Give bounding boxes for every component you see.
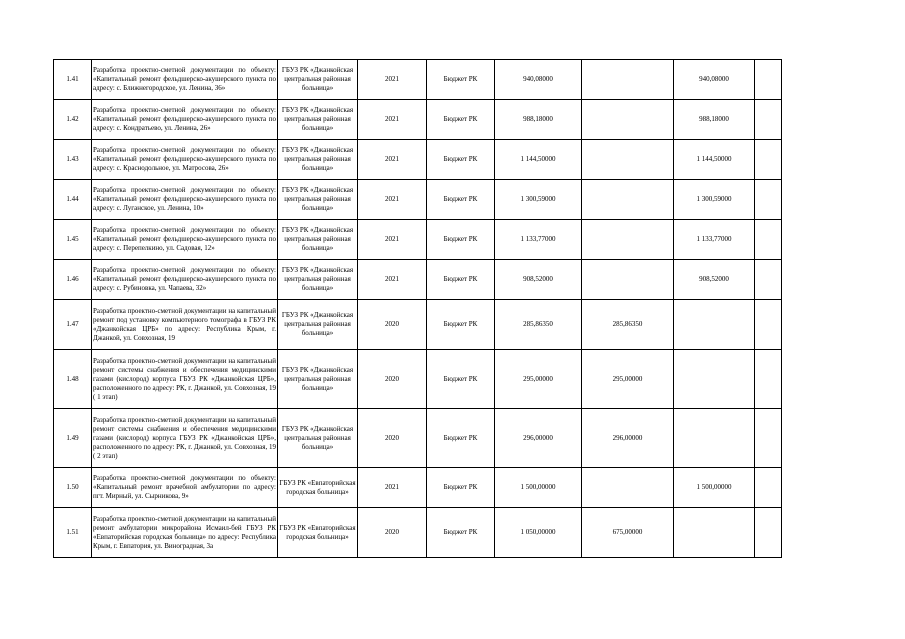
row-total-amount: 940,08000 xyxy=(495,60,582,100)
row-amount-2021: 940,08000 xyxy=(674,60,755,100)
row-funding-source: Бюджет РК xyxy=(427,100,495,140)
row-organization: ГБУЗ РК «Джанкойская центральная районная больница» xyxy=(278,140,358,180)
table-body xyxy=(54,60,782,558)
row-organization: ГБУЗ РК «Евпаторийская городская больница» xyxy=(278,468,358,508)
row-amount-2020 xyxy=(582,100,674,140)
row-total-amount: 1 133,77000 xyxy=(495,220,582,260)
row-funding-source: Бюджет РК xyxy=(427,508,495,558)
row-funding-source: Бюджет РК xyxy=(427,180,495,220)
row-amount-2020 xyxy=(582,220,674,260)
row-empty-cell xyxy=(755,220,782,260)
table-row xyxy=(54,180,782,220)
row-year: 2021 xyxy=(358,60,427,100)
table-row xyxy=(54,60,782,100)
row-funding-source: Бюджет РК xyxy=(427,300,495,350)
row-organization: ГБУЗ РК «Джанкойская центральная районная больница» xyxy=(278,350,358,409)
row-amount-2020 xyxy=(582,260,674,300)
row-empty-cell xyxy=(755,468,782,508)
row-year: 2021 xyxy=(358,468,427,508)
row-total-amount: 296,00000 xyxy=(495,409,582,468)
row-amount-2021 xyxy=(674,300,755,350)
row-number: 1.41 xyxy=(54,60,92,100)
row-total-amount: 285,86350 xyxy=(495,300,582,350)
row-amount-2020: 285,86350 xyxy=(582,300,674,350)
row-number: 1.44 xyxy=(54,180,92,220)
row-funding-source: Бюджет РК xyxy=(427,220,495,260)
table-row xyxy=(54,468,782,508)
table-row xyxy=(54,140,782,180)
row-description: Разработка проектно-сметной документации на капитальный ремонт амбулатории микрорайона Исмаил-бей ГБУЗ РК «Евпаторийская городская больница» по адресу: Республика Крым, г. Евпатория, ул. Виноградная, 3а xyxy=(92,508,278,558)
row-empty-cell xyxy=(755,409,782,468)
table-row xyxy=(54,409,782,468)
row-organization: ГБУЗ РК «Джанкойская центральная районная больница» xyxy=(278,60,358,100)
row-year: 2020 xyxy=(358,409,427,468)
row-year: 2020 xyxy=(358,508,427,558)
row-description: Разработка проектно-сметной документации по объекту: «Капитальный ремонт фельдшерско-акушерского пункта по адресу: с. Луганское, ул. Ленина, 10» xyxy=(92,180,278,220)
row-amount-2021: 1 144,50000 xyxy=(674,140,755,180)
row-description: Разработка проектно-сметной документации по объекту: «Капитальный ремонт врачебной амбулатории по адресу: пгт. Мирный, ул. Сырникова, 9» xyxy=(92,468,278,508)
row-total-amount: 908,52000 xyxy=(495,260,582,300)
row-number: 1.45 xyxy=(54,220,92,260)
row-organization: ГБУЗ РК «Евпаторийская городская больница» xyxy=(278,508,358,558)
row-description: Разработка проектно-сметной документации на капитальный ремонт системы снабжения и обеспечения медицинскими газами (кислород) корпуса ГБУЗ РК «Джанкойская ЦРБ», расположенного по адресу: РК, г. Джанкой, ул. Совхозная, 19 ( 2 этап) xyxy=(92,409,278,468)
row-funding-source: Бюджет РК xyxy=(427,350,495,409)
row-funding-source: Бюджет РК xyxy=(427,409,495,468)
row-organization: ГБУЗ РК «Джанкойская центральная районная больница» xyxy=(278,100,358,140)
row-year: 2021 xyxy=(358,140,427,180)
row-year: 2021 xyxy=(358,180,427,220)
row-total-amount: 1 300,59000 xyxy=(495,180,582,220)
row-amount-2020 xyxy=(582,468,674,508)
row-empty-cell xyxy=(755,350,782,409)
row-total-amount: 1 500,00000 xyxy=(495,468,582,508)
row-amount-2020: 296,00000 xyxy=(582,409,674,468)
row-description: Разработка проектно-сметной документации по объекту: «Капитальный ремонт фельдшерско-акушерского пункта по адресу: с. Кондратьево, ул. Ленина, 26» xyxy=(92,100,278,140)
row-description: Разработка проектно-сметной документации на капитальный ремонт системы снабжения и обеспечения медицинскими газами (кислород) корпуса ГБУЗ РК «Джанкойская ЦРБ», расположенного по адресу: РК, г. Джанкой, ул. Совхозная, 19 ( 1 этап) xyxy=(92,350,278,409)
row-year: 2020 xyxy=(358,350,427,409)
row-empty-cell xyxy=(755,300,782,350)
row-empty-cell xyxy=(755,60,782,100)
row-amount-2021 xyxy=(674,508,755,558)
row-amount-2021: 1 300,59000 xyxy=(674,180,755,220)
row-amount-2020 xyxy=(582,180,674,220)
document-table xyxy=(53,59,782,558)
row-year: 2020 xyxy=(358,300,427,350)
row-amount-2020 xyxy=(582,140,674,180)
row-total-amount: 295,00000 xyxy=(495,350,582,409)
row-description: Разработка проектно-сметной документации по объекту: «Капитальный ремонт фельдшерско-акушерского пункта по адресу: с. Краснодольное, ул. Матросова, 26» xyxy=(92,140,278,180)
row-amount-2021: 1 500,00000 xyxy=(674,468,755,508)
table-row xyxy=(54,260,782,300)
row-year: 2021 xyxy=(358,260,427,300)
row-number: 1.51 xyxy=(54,508,92,558)
row-amount-2021: 908,52000 xyxy=(674,260,755,300)
row-funding-source: Бюджет РК xyxy=(427,60,495,100)
row-empty-cell xyxy=(755,508,782,558)
row-year: 2021 xyxy=(358,100,427,140)
row-empty-cell xyxy=(755,140,782,180)
row-amount-2021: 988,18000 xyxy=(674,100,755,140)
row-funding-source: Бюджет РК xyxy=(427,140,495,180)
row-organization: ГБУЗ РК «Джанкойская центральная районная больница» xyxy=(278,300,358,350)
row-amount-2021 xyxy=(674,409,755,468)
table-row xyxy=(54,220,782,260)
row-total-amount: 1 050,00000 xyxy=(495,508,582,558)
row-empty-cell xyxy=(755,100,782,140)
row-empty-cell xyxy=(755,180,782,220)
row-amount-2020 xyxy=(582,60,674,100)
row-year: 2021 xyxy=(358,220,427,260)
row-organization: ГБУЗ РК «Джанкойская центральная районная больница» xyxy=(278,409,358,468)
row-total-amount: 988,18000 xyxy=(495,100,582,140)
row-number: 1.42 xyxy=(54,100,92,140)
row-description: Разработка проектно-сметной документации по объекту: «Капитальный ремонт фельдшерско-акушерского пункта по адресу: с. Ближнегородское, ул. Ленина, 36» xyxy=(92,60,278,100)
table-row xyxy=(54,100,782,140)
row-number: 1.50 xyxy=(54,468,92,508)
row-number: 1.49 xyxy=(54,409,92,468)
row-organization: ГБУЗ РК «Джанкойская центральная районная больница» xyxy=(278,260,358,300)
row-organization: ГБУЗ РК «Джанкойская центральная районная больница» xyxy=(278,180,358,220)
row-number: 1.47 xyxy=(54,300,92,350)
row-amount-2021: 1 133,77000 xyxy=(674,220,755,260)
row-description: Разработка проектно-сметной документации по объекту: «Капитальный ремонт фельдшерско-акушерского пункта по адресу: с. Рубиновка, ул. Чапаева, 32» xyxy=(92,260,278,300)
table-row xyxy=(54,300,782,350)
row-empty-cell xyxy=(755,260,782,300)
row-number: 1.43 xyxy=(54,140,92,180)
row-number: 1.46 xyxy=(54,260,92,300)
row-number: 1.48 xyxy=(54,350,92,409)
table-row xyxy=(54,350,782,409)
row-total-amount: 1 144,50000 xyxy=(495,140,582,180)
row-description: Разработка проектно-сметной документации по объекту: «Капитальный ремонт фельдшерско-акушерского пункта по адресу: с. Перепелкино, ул. Садовая, 12» xyxy=(92,220,278,260)
table-row xyxy=(54,508,782,558)
row-amount-2020: 295,00000 xyxy=(582,350,674,409)
row-funding-source: Бюджет РК xyxy=(427,468,495,508)
row-amount-2021 xyxy=(674,350,755,409)
row-amount-2020: 675,00000 xyxy=(582,508,674,558)
row-funding-source: Бюджет РК xyxy=(427,260,495,300)
row-description: Разработка проектно-сметной документации на капитальный ремонт под установку компьютерного томографа в ГБУЗ РК «Джанкойская ЦРБ» по адресу: Республика Крым, г. Джанкой, ул. Совхозная, 19 xyxy=(92,300,278,350)
row-organization: ГБУЗ РК «Джанкойская центральная районная больница» xyxy=(278,220,358,260)
